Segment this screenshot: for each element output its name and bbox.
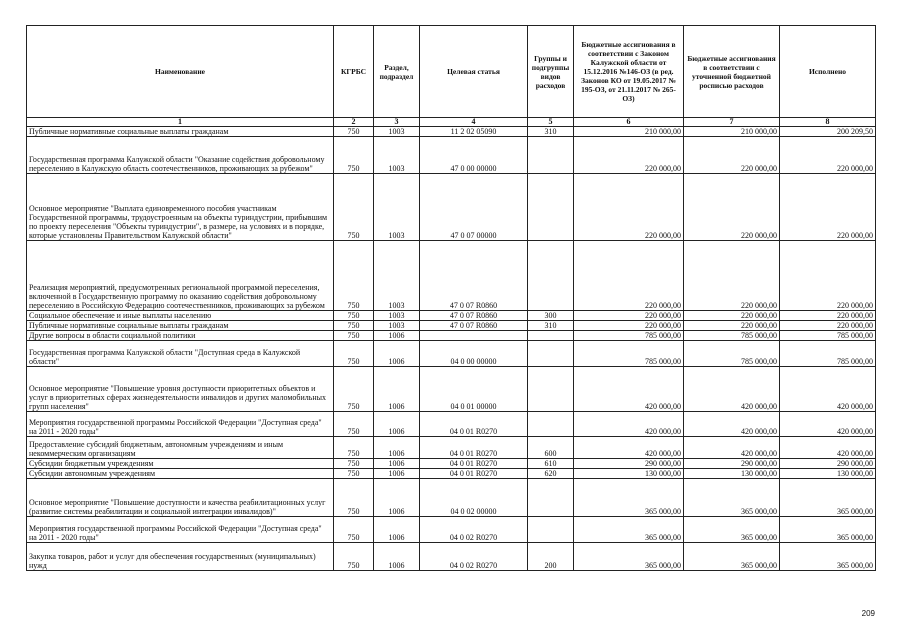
column-number-row [27,118,876,127]
row-executed-amount-cell: 420 000,00 [780,412,876,437]
table-row [27,412,876,437]
row-law-amount-cell: 420 000,00 [574,412,684,437]
row-name-cell: Мероприятия государственной программы Российской Федерации "Доступная среда" на 2011 - 2020 годы" [27,412,334,437]
row-executed-amount-cell: 365 000,00 [780,543,876,571]
row-section-cell: 1006 [374,469,420,479]
row-refined-amount-cell: 420 000,00 [684,367,780,412]
row-section-cell: 1003 [374,137,420,174]
column-number: 4 [420,118,528,127]
row-section-cell: 1006 [374,412,420,437]
row-target-cell: 47 0 07 00000 [420,174,528,241]
row-law-amount-cell: 220 000,00 [574,174,684,241]
row-executed-amount-cell: 220 000,00 [780,321,876,331]
row-executed-amount-cell: 200 209,50 [780,127,876,137]
row-law-amount-cell: 210 000,00 [574,127,684,137]
column-number: 5 [528,118,574,127]
row-target-cell: 04 0 02 00000 [420,479,528,517]
table-row [27,127,876,137]
row-law-amount-cell: 785 000,00 [574,341,684,367]
table-row [27,137,876,174]
row-law-amount-cell: 220 000,00 [574,311,684,321]
row-name-cell: Социальное обеспечение и иные выплаты населению [27,311,334,321]
row-ktrbs-cell: 750 [334,321,374,331]
row-section-cell: 1006 [374,331,420,341]
table-row [27,311,876,321]
row-refined-amount-cell: 220 000,00 [684,137,780,174]
header-row [27,26,876,118]
column-number: 6 [574,118,684,127]
row-name-cell: Публичные нормативные социальные выплаты гражданам [27,321,334,331]
row-target-cell: 11 2 02 05090 [420,127,528,137]
row-group-cell [528,517,574,543]
table-row [27,517,876,543]
row-name-cell: Субсидии автономным учреждениям [27,469,334,479]
row-law-amount-cell: 130 000,00 [574,469,684,479]
row-name-cell: Государственная программа Калужской области "Оказание содействия добровольному переселению в Калужскую область соотечественников, проживающих за рубежом" [27,137,334,174]
row-section-cell: 1003 [374,174,420,241]
row-group-cell [528,241,574,311]
row-group-cell: 600 [528,437,574,459]
column-number: 8 [780,118,876,127]
row-ktrbs-cell: 750 [334,543,374,571]
row-name-cell: Основное мероприятие "Повышение доступности и качества реабилитационных услуг (развитие системы реабилитации и социальной интеграции инвалидов)" [27,479,334,517]
table-row [27,437,876,459]
header-refined: Бюджетные ассигнования в соответствии с уточненной бюджетной росписью расходов [684,26,780,118]
row-name-cell: Основное мероприятие "Выплата единовременного пособия участникам Государственной программы, трудоустроенным на объекты туриндустрии, прибывшим по проекту переселения "Объекты туриндустрии", в размере, на условиях и в порядке, которые установлены Правительством Калужской области" [27,174,334,241]
row-ktrbs-cell: 750 [334,479,374,517]
row-law-amount-cell: 365 000,00 [574,543,684,571]
row-group-cell: 310 [528,127,574,137]
row-target-cell: 47 0 00 00000 [420,137,528,174]
row-target-cell: 47 0 07 R0860 [420,241,528,311]
table-row [27,543,876,571]
row-section-cell: 1006 [374,437,420,459]
row-group-cell [528,137,574,174]
row-refined-amount-cell: 365 000,00 [684,517,780,543]
row-executed-amount-cell: 130 000,00 [780,469,876,479]
row-target-cell: 04 0 01 00000 [420,367,528,412]
row-ktrbs-cell: 750 [334,137,374,174]
row-target-cell: 04 0 01 R0270 [420,412,528,437]
row-refined-amount-cell: 220 000,00 [684,321,780,331]
row-refined-amount-cell: 420 000,00 [684,437,780,459]
row-target-cell: 47 0 07 R0860 [420,321,528,331]
row-ktrbs-cell: 750 [334,241,374,311]
row-refined-amount-cell: 210 000,00 [684,127,780,137]
row-refined-amount-cell: 785 000,00 [684,341,780,367]
row-ktrbs-cell: 750 [334,517,374,543]
row-group-cell: 300 [528,311,574,321]
table-row [27,331,876,341]
table-row [27,341,876,367]
row-law-amount-cell: 420 000,00 [574,437,684,459]
table-row [27,241,876,311]
row-refined-amount-cell: 365 000,00 [684,543,780,571]
row-group-cell [528,479,574,517]
row-name-cell: Закупка товаров, работ и услуг для обеспечения государственных (муниципальных) нужд [27,543,334,571]
row-ktrbs-cell: 750 [334,341,374,367]
row-ktrbs-cell: 750 [334,127,374,137]
row-section-cell: 1006 [374,459,420,469]
row-executed-amount-cell: 220 000,00 [780,311,876,321]
row-law-amount-cell: 365 000,00 [574,517,684,543]
row-group-cell [528,341,574,367]
row-group-cell [528,367,574,412]
row-section-cell: 1006 [374,543,420,571]
row-target-cell: 04 0 02 R0270 [420,543,528,571]
row-name-cell: Государственная программа Калужской области "Доступная среда в Калужской области" [27,341,334,367]
row-ktrbs-cell: 750 [334,331,374,341]
header-executed: Исполнено [780,26,876,118]
row-law-amount-cell: 290 000,00 [574,459,684,469]
row-ktrbs-cell: 750 [334,437,374,459]
row-ktrbs-cell: 750 [334,311,374,321]
table-row [27,367,876,412]
column-number: 3 [374,118,420,127]
table-row [27,174,876,241]
row-section-cell: 1006 [374,341,420,367]
row-group-cell [528,331,574,341]
row-refined-amount-cell: 220 000,00 [684,241,780,311]
table-row [27,321,876,331]
row-target-cell [420,331,528,341]
row-name-cell: Предоставление субсидий бюджетным, автономным учреждениям и иным некоммерческим организациям [27,437,334,459]
row-law-amount-cell: 220 000,00 [574,321,684,331]
row-section-cell: 1003 [374,321,420,331]
row-executed-amount-cell: 420 000,00 [780,437,876,459]
table-row [27,459,876,469]
row-refined-amount-cell: 220 000,00 [684,311,780,321]
row-executed-amount-cell: 290 000,00 [780,459,876,469]
table-row [27,469,876,479]
page-number: 209 [861,609,875,618]
row-section-cell: 1006 [374,517,420,543]
row-law-amount-cell: 420 000,00 [574,367,684,412]
column-number: 2 [334,118,374,127]
row-section-cell: 1003 [374,127,420,137]
header-law: Бюджетные ассигнования в соответствии с Законом Калужской области от 15.12.2016 №146-ОЗ (в ред. Законов КО от 19.05.2017 № 195-ОЗ, от 21.11.2017 № 265-ОЗ) [574,26,684,118]
row-ktrbs-cell: 750 [334,469,374,479]
row-target-cell: 04 0 01 R0270 [420,437,528,459]
row-executed-amount-cell: 785 000,00 [780,341,876,367]
row-executed-amount-cell: 220 000,00 [780,174,876,241]
row-refined-amount-cell: 290 000,00 [684,459,780,469]
row-name-cell: Публичные нормативные социальные выплаты гражданам [27,127,334,137]
header-section: Раздел, подраздел [374,26,420,118]
header-groups: Группы и подгруппы видов расходов [528,26,574,118]
row-name-cell: Основное мероприятие "Повышение уровня доступности приоритетных объектов и услуг в приоритетных сферах жизнедеятельности инвалидов и других маломобильных групп населения" [27,367,334,412]
row-target-cell: 04 0 02 R0270 [420,517,528,543]
row-name-cell: Субсидии бюджетным учреждениям [27,459,334,469]
row-executed-amount-cell: 420 000,00 [780,367,876,412]
row-group-cell [528,412,574,437]
column-number: 7 [684,118,780,127]
row-target-cell: 04 0 01 R0270 [420,469,528,479]
row-law-amount-cell: 220 000,00 [574,137,684,174]
row-group-cell: 610 [528,459,574,469]
column-number: 1 [27,118,334,127]
row-law-amount-cell: 365 000,00 [574,479,684,517]
row-refined-amount-cell: 220 000,00 [684,174,780,241]
row-target-cell: 04 0 00 00000 [420,341,528,367]
row-executed-amount-cell: 785 000,00 [780,331,876,341]
header-target: Целевая статья [420,26,528,118]
row-ktrbs-cell: 750 [334,367,374,412]
row-executed-amount-cell: 365 000,00 [780,517,876,543]
header-name: Наименование [27,26,334,118]
row-executed-amount-cell: 220 000,00 [780,241,876,311]
row-group-cell: 310 [528,321,574,331]
row-executed-amount-cell: 365 000,00 [780,479,876,517]
row-law-amount-cell: 220 000,00 [574,241,684,311]
row-name-cell: Реализация мероприятий, предусмотренных региональной программой переселения, включенной в Государственную программу по оказанию содействия добровольному переселению в Российскую Федерацию соотечественников, проживающих за рубежом [27,241,334,311]
row-refined-amount-cell: 130 000,00 [684,469,780,479]
row-section-cell: 1003 [374,241,420,311]
row-ktrbs-cell: 750 [334,174,374,241]
row-group-cell: 200 [528,543,574,571]
row-name-cell: Мероприятия государственной программы Российской Федерации "Доступная среда" на 2011 - 2020 годы" [27,517,334,543]
row-law-amount-cell: 785 000,00 [574,331,684,341]
row-ktrbs-cell: 750 [334,459,374,469]
row-refined-amount-cell: 785 000,00 [684,331,780,341]
row-refined-amount-cell: 365 000,00 [684,479,780,517]
row-section-cell: 1006 [374,367,420,412]
row-section-cell: 1003 [374,311,420,321]
row-section-cell: 1006 [374,479,420,517]
budget-table [26,25,876,571]
row-group-cell: 620 [528,469,574,479]
row-refined-amount-cell: 420 000,00 [684,412,780,437]
row-ktrbs-cell: 750 [334,412,374,437]
row-target-cell: 47 0 07 R0860 [420,311,528,321]
header-ktrbs: КГРБС [334,26,374,118]
row-name-cell: Другие вопросы в области социальной политики [27,331,334,341]
table-row [27,479,876,517]
row-group-cell [528,174,574,241]
row-target-cell: 04 0 01 R0270 [420,459,528,469]
row-executed-amount-cell: 220 000,00 [780,137,876,174]
